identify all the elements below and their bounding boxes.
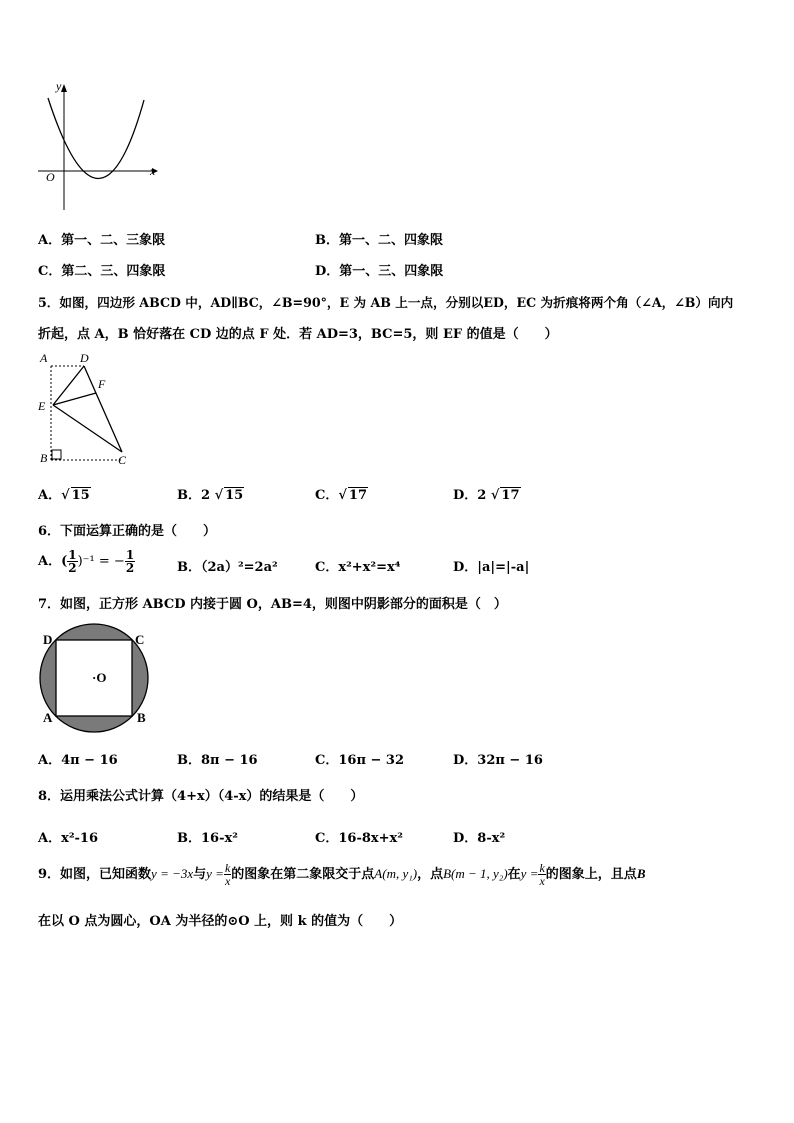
svg-text:B: B — [40, 451, 48, 465]
q5-stem-line1: 5．如图，四边形 ABCD 中，AD∥BC，∠B=90°，E 为 AB 上一点，分别以ED，EC 为折痕将两个角（∠A，∠B）向内 — [38, 295, 734, 310]
q9-stem-line2: 在以 O 点为圆心，OA 为半径的⊙O 上，则 k 的值为（ ） — [38, 914, 403, 929]
q5-option-a[interactable]: A．√ 15 — [38, 488, 90, 503]
q7-figure — [36, 626, 156, 728]
q5-option-c[interactable]: C．√ 17 — [315, 488, 367, 503]
q7-option-a[interactable]: A．4π − 16 — [38, 753, 118, 768]
q8-option-d[interactable]: D．8-x² — [453, 831, 506, 846]
q7-stem: 7．如图，正方形 ABCD 内接于圆 O，AB=4，则图中阴影部分的面积是（ ） — [38, 597, 507, 612]
q5-option-b[interactable]: B．2 √ 15 — [177, 488, 244, 503]
svg-text:C: C — [118, 453, 127, 467]
q7-option-d[interactable]: D．32π − 16 — [453, 753, 543, 768]
svg-text:D: D — [43, 632, 53, 647]
graph-origin-label: O — [46, 170, 55, 184]
q8-stem: 8．运用乘法公式计算（4+x）（4-x）的结果是（ ） — [38, 789, 364, 804]
q6-option-b[interactable]: B．（2a）²=2a² — [177, 560, 278, 575]
q7-option-c[interactable]: C．16π − 32 — [315, 753, 404, 768]
q5-figure — [36, 350, 136, 466]
svg-text:E: E — [38, 399, 46, 413]
q5-stem-line2: 折起，点 A，B 恰好落在 CD 边的点 F 处．若 AD=3，BC=5，则 EF 的值是（ ） — [38, 327, 558, 342]
q6-option-d[interactable]: D．|a|=|-a| — [453, 560, 530, 575]
q8-option-c[interactable]: C．16-8x+x² — [315, 831, 403, 846]
y-axis-arrow — [61, 84, 67, 92]
graph-x-label: x — [150, 164, 156, 178]
q6-stem: 6．下面运算正确的是（ ） — [38, 524, 217, 539]
svg-text:A: A — [43, 710, 53, 725]
svg-text:·O: ·O — [92, 670, 107, 685]
q9-stem-line1: 9．如图，已知函数y = −3x与y = $\frac{k}{x}$ 的图象在第二象限交于点A(m, y₁)，点B(m − 1, y₂)在y = $\frac{k}{x}$ 的图象上，且点B — [38, 861, 646, 888]
q7-option-b[interactable]: B．8π − 16 — [177, 753, 258, 768]
svg-text:A: A — [40, 351, 48, 365]
q4-option-c[interactable]: C．第二、三、四象限 — [38, 264, 166, 279]
graph-y-label: y — [56, 79, 62, 93]
q8-option-a[interactable]: A．x²-16 — [38, 831, 99, 846]
q6-option-a[interactable]: A．( $\frac{1}{2}$ )⁻¹ = − $\frac{1}{2}$ — [38, 548, 135, 575]
parabola-curve — [48, 98, 144, 179]
q8-option-b[interactable]: B．16-x² — [177, 831, 238, 846]
q5-option-d[interactable]: D．2 √ 17 — [453, 488, 520, 503]
svg-text:B: B — [137, 710, 146, 725]
q6-option-c[interactable]: C．x²+x²=x⁴ — [315, 560, 401, 575]
svg-text:C: C — [135, 632, 145, 647]
q4-option-a[interactable]: A．第一、二、三象限 — [38, 233, 166, 248]
q4-option-b[interactable]: B．第一、二、四象限 — [315, 233, 443, 248]
q4-option-d[interactable]: D．第一、三、四象限 — [315, 264, 444, 279]
parabola-graph — [30, 80, 160, 215]
svg-text:F: F — [98, 377, 106, 391]
svg-text:D: D — [80, 351, 89, 365]
